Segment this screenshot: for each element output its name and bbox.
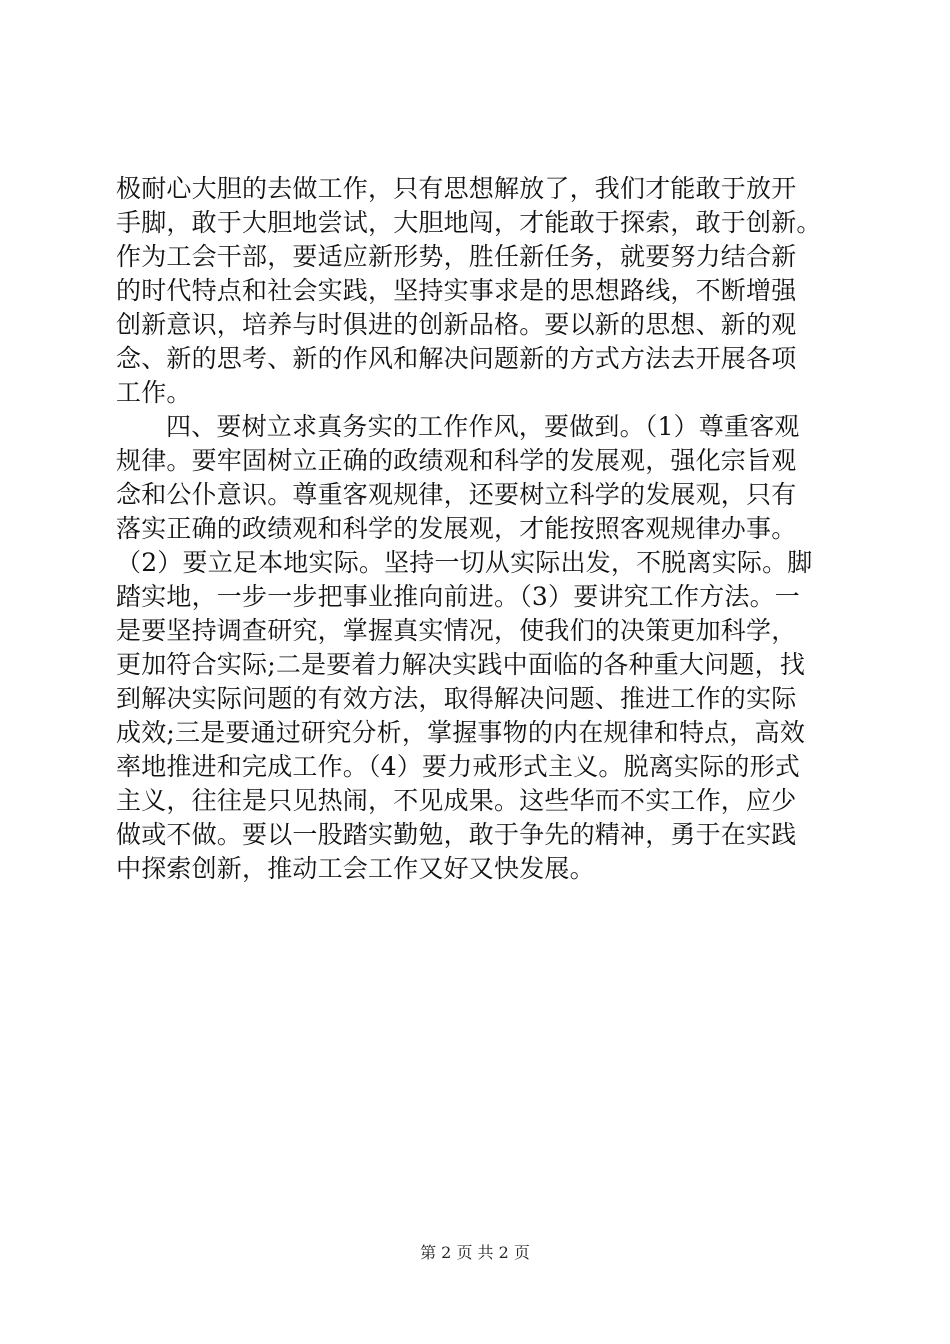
text-line: 主义，往往是只见热闹，不见成果。这些华而不实工作，应少 <box>116 786 797 815</box>
text-line: 念、新的思考、新的作风和解决问题新的方式方法去开展各项 <box>116 344 797 373</box>
text-line: 创新意识，培养与时俱进的创新品格。要以新的思想、新的观 <box>116 310 797 339</box>
text-line: 踏实地，一步一步把事业推向前进。（3）要讲究工作方法。一 <box>116 582 801 611</box>
text-line: 极耐心大胆的去做工作，只有思想解放了，我们才能敢于放开 <box>116 174 797 203</box>
text-line: 规律。要牢固树立正确的政绩观和科学的发展观，强化宗旨观 <box>116 446 797 475</box>
text-line: 落实正确的政绩观和科学的发展观，才能按照客观规律办事。 <box>116 514 797 543</box>
text-line: 作为工会干部，要适应新形势，胜任新任务，就要努力结合新 <box>116 242 797 271</box>
text-line: （2）要立足本地实际。坚持一切从实际出发，不脱离实际。脚 <box>116 548 813 577</box>
body-text <box>116 172 842 886</box>
text-line: 工作。 <box>116 378 192 407</box>
text-line: 做或不做。要以一股踏实勤勉，敢于争先的精神，勇于在实践 <box>116 820 797 849</box>
text-line: 率地推进和完成工作。（4）要力戒形式主义。脱离实际的形式 <box>116 752 801 781</box>
text-line: 是要坚持调查研究，掌握真实情况，使我们的决策更加科学， <box>116 616 797 645</box>
page-footer <box>0 1243 950 1263</box>
text-line: 中探索创新，推动工会工作又好又快发展。 <box>116 854 595 883</box>
text-line: 的时代特点和社会实践，坚持实事求是的思想路线，不断增强 <box>116 276 797 305</box>
text-line: 念和公仆意识。尊重客观规律，还要树立科学的发展观，只有 <box>116 480 797 509</box>
text-line: 成效;三是要通过研究分析，掌握事物的内在规律和特点，高效 <box>116 718 806 747</box>
paragraph-first-line: 四、要树立求真务实的工作作风，要做到。（1）尊重客观 <box>166 412 800 441</box>
text-line: 手脚，敢于大胆地尝试，大胆地闯，才能敢于探索，敢于创新。 <box>116 208 822 237</box>
text-line: 到解决实际问题的有效方法，取得解决问题、推进工作的实际 <box>116 684 797 713</box>
page-number-label: 第 2 页 共 2 页 <box>420 1243 530 1262</box>
text-line: 更加符合实际;二是要着力解决实践中面临的各种重大问题，找 <box>116 650 806 679</box>
